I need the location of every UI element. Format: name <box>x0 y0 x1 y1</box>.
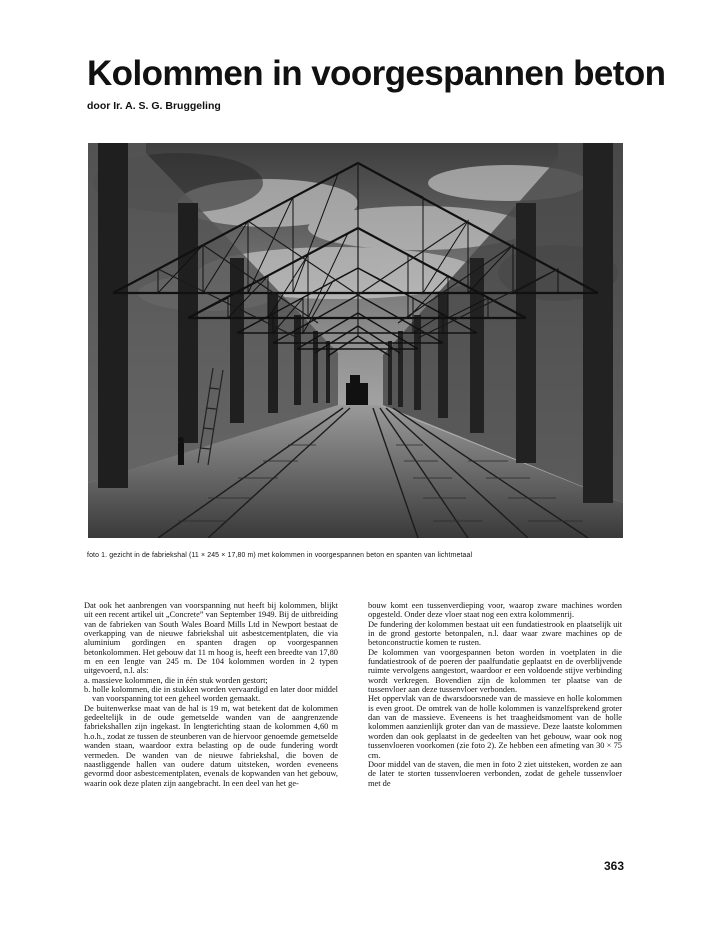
paragraph: De kolommen van voorgespannen beton worden in voetplaten in die fundatiestrook of de poeren der paalfundatie geplaatst en de overblijvende ruimte vervolgens aangestort, waardoor er een voldoende stijve verbinding wordt verkregen. Bovendien zijn de kolommen ter plaatse van de tussenvloer aan deze tussenvloer verbonden. <box>368 647 622 695</box>
paragraph: bouw komt een tussenverdieping voor, waarop zware machines worden opgesteld. Onder deze vloer staat nog een extra kolommenrij. <box>368 601 622 620</box>
article-title: Kolommen in voorgespannen beton <box>87 54 666 93</box>
body-column-right <box>368 601 622 788</box>
paragraph: De buitenwerkse maat van de hal is 19 m, wat betekent dat de kolommen gedeeltelijk in de oude gemetselde wanden van de aangrenzende fabriekshallen zijn ingekast. In lengterichting staan de kolommen 4,60 m h.o.h., zodat ze tussen de steunberen van de hiervoor genoemde gemetselde wanden staan, waardoor extra belasting op de oude fundering wordt vermeden. De wanden van de nieuwe fabriekshal, die boven de naastliggende hallen van oudere datum uitsteken, worden eveneens gevormd door asbestcementplaten, evenals de kopwanden van het gebouw, waarin ook deze platen zijn aangebracht. In een deel van het ge- <box>84 703 338 788</box>
paragraph: Dat ook het aanbrengen van voorspanning nut heeft bij kolommen, blijkt uit een recent artikel uit „Concrete” van September 1949. Bij de uitbreiding van de fabrieken van South Wales Board Mills Ltd in Newport bestaat de overkapping van de nieuwe fabriekshal uit asbestcementplaten, die via aluminium gordingen en spanten dragen op voorgespannen betonkolommen. Het gebouw dat 11 m hoog is, heeft een breedte van 17,80 m en een lengte van 245 m. De 104 kolommen worden in 2 typen uitgevoerd, n.l. als: <box>84 601 338 676</box>
list-item: a. massieve kolommen, die in één stuk worden gestort; <box>84 675 268 685</box>
author-line: door Ir. A. S. G. Bruggeling <box>87 100 221 112</box>
body-column-left <box>84 601 338 788</box>
photo-caption: foto 1. gezicht in de fabriekshal (11 × 245 × 17,80 m) met kolommen in voorgespannen beton en spanten van lichtmetaal <box>87 552 473 559</box>
list-item: b. holle kolommen, die in stukken worden vervaardigd en later door middel van voorspanning tot een geheel worden gemaakt. <box>84 685 338 704</box>
page-number: 363 <box>604 859 625 873</box>
paragraph: Door middel van de staven, die men in foto 2 ziet uitsteken, worden ze aan de later te storten tussenvloeren verbonden, zodat de gehele tussenvloer met de <box>368 759 622 788</box>
paragraph: Het oppervlak van de dwarsdoorsnede van de massieve en holle kolommen is even groot. De omtrek van de holle kolommen is vanzelfsprekend groter dan van de massieve. Eveneens is het traagheidsmoment van de holle kolommen aanzienlijk groter dan van de massieve. Deze laatste kolommen worden dan ook geplaatst in de gedeelten van het gebouw, waar ook nog tussenvloeren voorkomen (zie foto 2). Ze hebben een afmeting van 30 × 75 cm. <box>368 694 622 760</box>
paragraph: De fundering der kolommen bestaat uit een fundatiestrook en plaatselijk uit in de grond gestorte betonpalen, n.l. daar waar zware machines op de betonconstructie komen te rusten. <box>368 619 622 648</box>
factory-hall-photo <box>88 143 623 538</box>
